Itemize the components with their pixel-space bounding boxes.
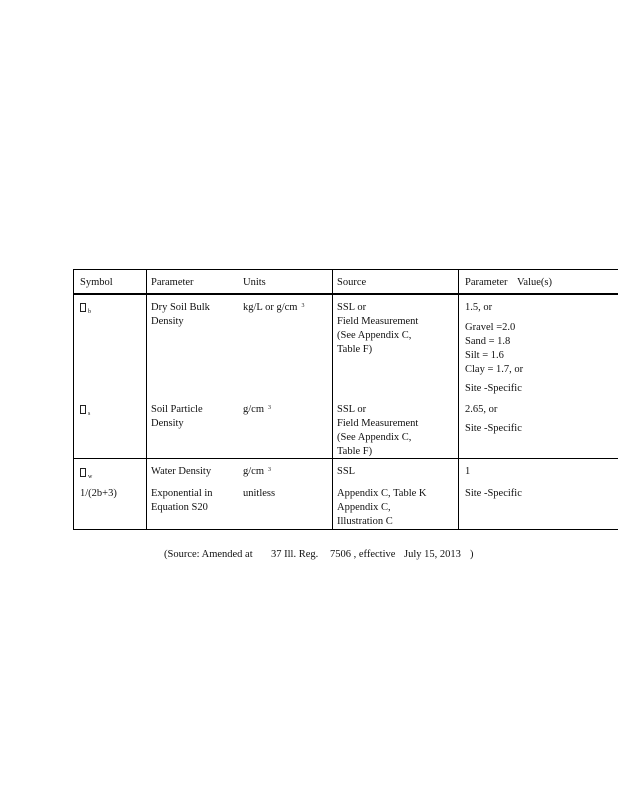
row1-source-line4: Table F) (337, 344, 373, 355)
row3-parameter-line1: Water Density (151, 466, 212, 477)
column-divider (332, 270, 333, 529)
row2-parameter-line2: Density (151, 418, 184, 429)
header-source: Source (337, 277, 367, 288)
row1-value-line3: Sand = 1.8 (465, 336, 511, 347)
row3-units: g/cm $^3$ (243, 466, 271, 477)
row1-units: kg/L or g/cm $^3$ (243, 302, 305, 313)
header-symbol: Symbol (80, 277, 113, 288)
header-parameter-value: Parameter (465, 277, 508, 288)
row2-units: g/cm $^3$ (243, 404, 271, 415)
parameter-table (73, 269, 618, 530)
rho-glyph-icon (80, 468, 86, 477)
row4-symbol: 1/(2b+3) (80, 488, 117, 499)
column-divider (458, 270, 459, 529)
row1-value-line4: Silt = 1.6 (465, 350, 504, 361)
row2-value-line2: Site -Specific (465, 423, 522, 434)
row3-value-line1: 1 (465, 466, 471, 477)
header-values: Value(s) (517, 277, 552, 288)
row2-source-line2: Field Measurement (337, 418, 419, 429)
row2-parameter-line1: Soil Particle (151, 404, 203, 415)
header-units: Units (243, 277, 266, 288)
rho-glyph-icon (80, 405, 86, 414)
rho-glyph-icon (80, 303, 86, 312)
row1-source-line1: SSL or (337, 302, 367, 313)
row1-parameter-line1: Dry Soil Bulk (151, 302, 210, 313)
row4-source-line1: Appendix C, Table K (337, 488, 427, 499)
row1-source-line3: (See Appendix C, (337, 330, 412, 341)
header-rule (74, 293, 618, 295)
row4-source-line2: Appendix C, (337, 502, 391, 513)
row1-value-line6: Site -Specific (465, 383, 522, 394)
row2-source-line4: Table F) (337, 446, 373, 457)
header-parameter: Parameter (151, 277, 194, 288)
row4-parameter-line1: Exponential in (151, 488, 213, 499)
row4-units: unitless (243, 488, 276, 499)
row3-source-line1: SSL (337, 466, 356, 477)
row3-symbol: w (80, 466, 92, 484)
row1-value-line2: Gravel =2.0 (465, 322, 516, 333)
row2-source-line3: (See Appendix C, (337, 432, 412, 443)
column-divider (146, 270, 147, 529)
source-citation-part1: (Source: Amended at (164, 549, 253, 560)
row4-parameter-line2: Equation S20 (151, 502, 208, 513)
row1-source-line2: Field Measurement (337, 316, 419, 327)
row1-symbol: b (80, 301, 91, 319)
row1-parameter-line2: Density (151, 316, 184, 327)
row2-value-line1: 2.65, or (465, 404, 498, 415)
row4-value-line1: Site -Specific (465, 488, 522, 499)
row2-symbol: s (80, 403, 90, 421)
source-citation-part5: ) (470, 549, 474, 560)
source-citation-part4: July 15, 2013 (404, 549, 461, 560)
source-citation-part3: 7506 , effective (330, 549, 396, 560)
row2-source-line1: SSL or (337, 404, 367, 415)
row1-value-line1: 1.5, or (465, 302, 493, 313)
source-citation-part2: 37 Ill. Reg. (271, 549, 319, 560)
row4-source-line3: Illustration C (337, 516, 393, 527)
row1-value-line5: Clay = 1.7, or (465, 364, 524, 375)
